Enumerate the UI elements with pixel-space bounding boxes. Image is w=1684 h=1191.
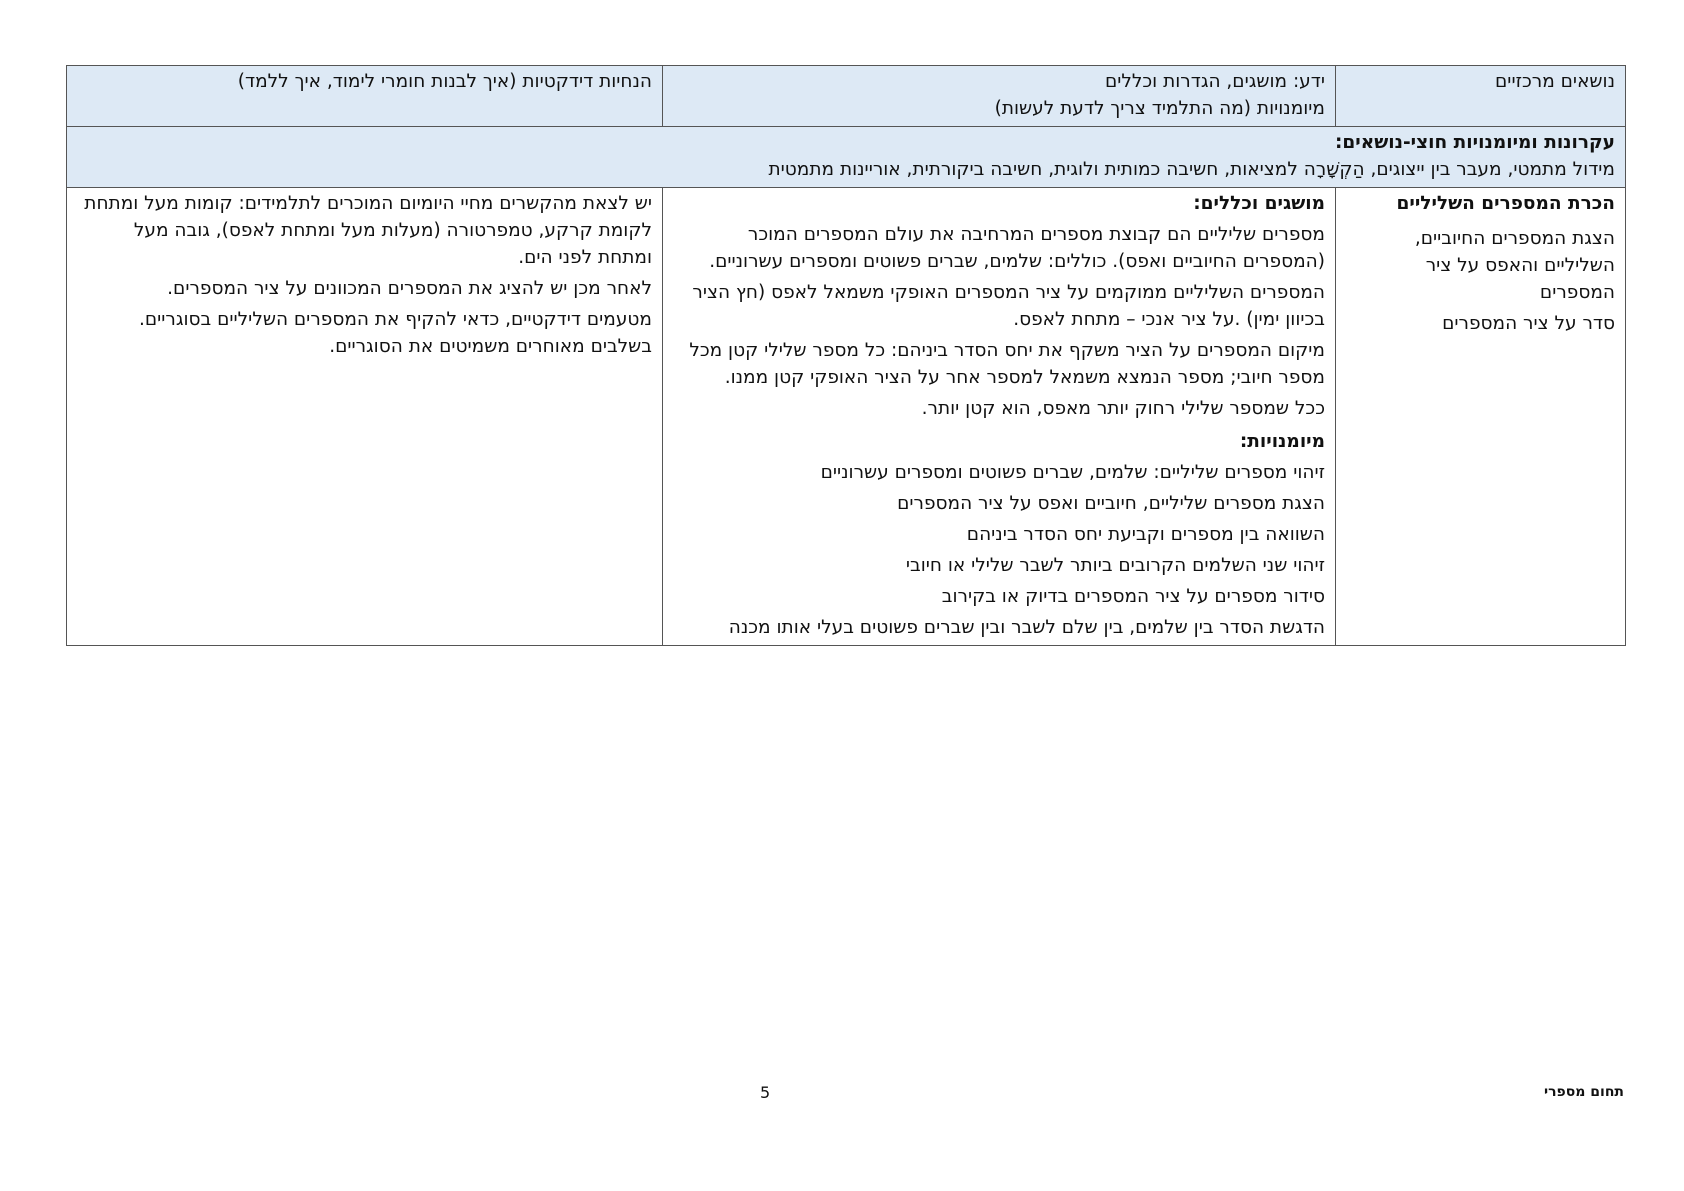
header-knowledge-line2: מיומנויות (מה התלמיד צריך לדעת לעשות)	[994, 98, 1325, 119]
skill-item: הדגשת הסדר בין שלמים, בין שלם לשבר ובין שברים פשוטים בעלי אותו מכנה	[728, 617, 1325, 638]
skill-item: זיהוי שני השלמים הקרובים ביותר לשבר שלילי או חיובי	[905, 555, 1325, 576]
header-didactic: הנחיות דידקטיות (איך לבנות חומרי לימוד, איך ללמד)	[67, 66, 663, 127]
topic-item: הצגת המספרים החיוביים, השליליים והאפס על ציר המספרים	[1414, 228, 1615, 303]
cross-topic-title: עקרונות ומיומנויות חוצי-נושאים:	[1335, 132, 1615, 153]
didactic-item: לאחר מכן יש להציג את המספרים המכוונים על ציר המספרים.	[167, 278, 652, 299]
didactic-item: מטעמים דידקטיים, כדאי להקיף את המספרים השליליים בסוגריים. בשלבים מאוחרים משמיטים את הסוגריים.	[139, 309, 652, 357]
concept-item: מספרים שליליים הם קבוצת מספרים המרחיבה את עולם המספרים המוכר (המספרים החיוביים ואפס). כוללים: שלמים, שברים פשוטים ומספרים עשרוניים.	[709, 224, 1325, 272]
content-row	[67, 188, 1626, 646]
skill-item: זיהוי מספרים שליליים: שלמים, שברים פשוטים ומספרים עשרוניים	[820, 462, 1325, 483]
topic-item: סדר על ציר המספרים	[1442, 313, 1615, 334]
concepts-title: מושגים וכללים:	[1193, 193, 1325, 214]
skills-title: מיומנויות:	[1239, 431, 1325, 452]
didactic-item: יש לצאת מהקשרים מחיי היומיום המוכרים לתלמידים: קומות מעל ומתחת לקומת קרקע, טמפרטורה (מעלות מעל ומתחת לאפס), גובה מעל ומתחת לפני הים.	[84, 193, 652, 268]
skill-item: השוואה בין מספרים וקביעת יחס הסדר ביניהם	[966, 524, 1325, 545]
cross-topic-cell	[67, 127, 1626, 188]
header-knowledge-line1: ידע: מושגים, הגדרות וכללים	[1104, 71, 1325, 92]
skill-item: סידור מספרים על ציר המספרים בדיוק או בקירוב	[941, 586, 1325, 607]
footer-domain: תחום מספרי	[1543, 1084, 1624, 1100]
header-row	[67, 66, 1626, 127]
header-topics: נושאים מרכזיים	[1336, 66, 1626, 127]
topic-title: הכרת המספרים השליליים	[1396, 193, 1615, 214]
concept-item: ככל שמספר שלילי רחוק יותר מאפס, הוא קטן יותר.	[921, 398, 1325, 419]
curriculum-table	[66, 65, 1626, 646]
page-number: 5	[760, 1083, 771, 1102]
knowledge-cell	[663, 188, 1336, 646]
cross-topic-row	[67, 127, 1626, 188]
skill-item: הצגת מספרים שליליים, חיוביים ואפס על ציר המספרים	[897, 493, 1325, 514]
concept-item: המספרים השליליים ממוקמים על ציר המספרים האופקי משמאל לאפס (חץ הציר בכיוון ימין) .על ציר אנכי – מתחת לאפס.	[692, 282, 1325, 330]
header-knowledge	[663, 66, 1336, 127]
cross-topic-text: מידול מתמטי, מעבר בין ייצוגים, הַקְשָׁרָה למציאות, חשיבה כמותית ולוגית, חשיבה ביקורתית, אוריינות מתמטית	[768, 159, 1615, 180]
didactic-cell	[67, 188, 663, 646]
concept-item: מיקום המספרים על הציר משקף את יחס הסדר ביניהם: כל מספר שלילי קטן מכל מספר חיובי; מספר הנמצא משמאל למספר אחר על הציר האופקי קטן ממנו.	[689, 340, 1325, 388]
topics-cell	[1336, 188, 1626, 646]
